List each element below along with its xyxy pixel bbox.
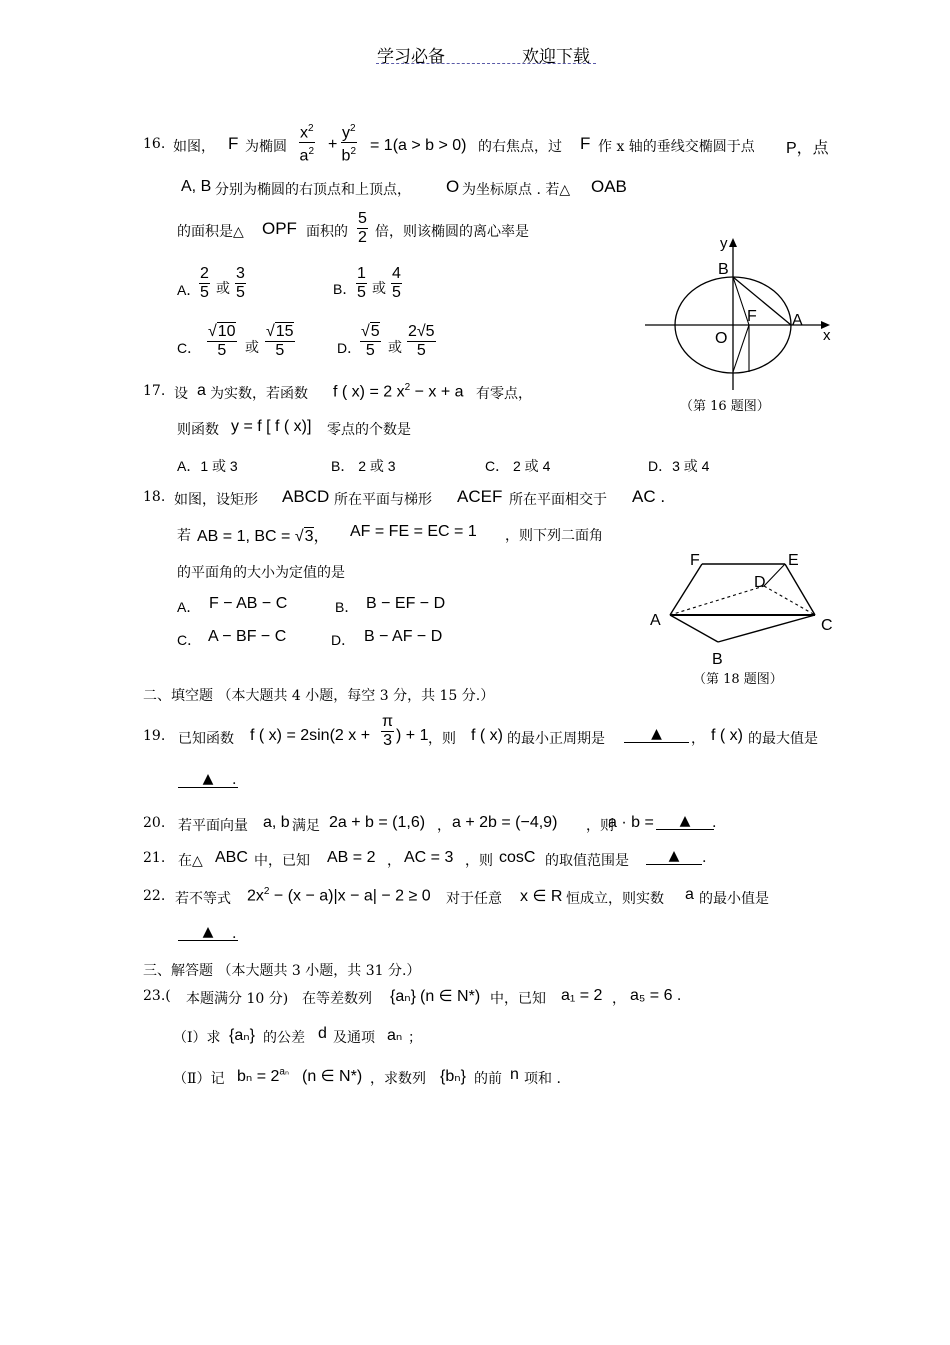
q21-text: 中，已知 (254, 853, 310, 869)
q23-part1-d: d (318, 1025, 327, 1042)
q19-text: 的最小正周期是 (507, 731, 605, 747)
q16-frac: $\frac{4}{5}$ (392, 265, 401, 301)
q18-text: 所在平面相交于 (509, 492, 607, 508)
q18-option-a: A． (177, 599, 201, 615)
q18-line2: 若 (177, 528, 191, 544)
q23-part1: 的公差 (263, 1030, 305, 1046)
q16-number: 16. (143, 136, 166, 152)
q21-cosc: cosC (499, 849, 536, 866)
q16-frac-5-2: $\frac{5}{2}$ (358, 210, 367, 246)
fig18-label-d: D (754, 574, 766, 591)
q16-or: 或 (216, 281, 230, 297)
fig18-label-b: B (712, 651, 723, 668)
header-underline (376, 63, 596, 64)
q18-line2-eq2: AF = FE = EC = 1 (350, 523, 477, 540)
fig16-label-b: B (718, 261, 729, 278)
q19-frac-pi-3: $\frac{\pi}{3}$ (382, 713, 394, 749)
q16-text: 为椭圆 (245, 139, 287, 155)
q22-blank[interactable]: ▲ (178, 924, 238, 941)
q16-option-c: C． (177, 340, 202, 356)
q16-text: 如图， (173, 139, 215, 155)
q23-part2-cond: (n ∈ N*) (302, 1068, 363, 1085)
q16-line3: 面积的 (306, 224, 348, 240)
q18-abcd: ABCD (282, 487, 330, 506)
q21-text: ，则 (465, 853, 493, 869)
q17-number: 17. (143, 383, 166, 399)
q16-line2: 为坐标原点 . 若△ (462, 182, 571, 198)
q16-option-a: A． (177, 282, 201, 298)
q18-acef: ACEF (457, 487, 503, 506)
plus-sign: + (328, 136, 338, 153)
q23-text: 中，已知 (490, 991, 546, 1007)
q16-text: 作 x 轴的垂线交椭圆于点 (598, 139, 755, 155)
q21-ac: AC = 3 (404, 849, 454, 866)
q20-blank[interactable]: ▲ (656, 813, 714, 830)
q22-text: 的最小值是 (699, 891, 769, 907)
q19-blank-period[interactable]: ▲ (624, 726, 689, 743)
q19-blank-max[interactable]: ▲ (178, 771, 238, 788)
header-right: 欢迎下载 (522, 47, 590, 67)
q16-eq-rest: = 1(a > b > 0) (370, 137, 467, 154)
q16-line3: OPF (262, 219, 297, 238)
q22-number: 22. (143, 888, 166, 904)
q19-text: 的最大值是 (748, 731, 818, 747)
q17-option-b: B． 2 或 3 (331, 458, 396, 474)
q19-fx: f ( x) (711, 727, 743, 744)
q21-blank[interactable]: ▲ (646, 848, 702, 865)
q23-a1: a₁ = 2 (561, 987, 603, 1004)
q23-a5: a₅ = 6 . (630, 987, 682, 1004)
fig18-label-c: C (821, 617, 833, 634)
q16-text: 的右焦点，过 (478, 139, 562, 155)
q19-text: ， (691, 731, 705, 747)
q20-eq2: a + 2b = (−4,9) (452, 814, 558, 831)
q17-line2-func: y = f [ f ( x)] (231, 418, 312, 435)
q21-number: 21. (143, 850, 166, 866)
q23-text: 本题满分 10 分) (186, 991, 289, 1007)
q18-option-d-exp: B − AF − D (364, 628, 443, 645)
q16-frac-x: $\frac{x^2}{a^2}$ (299, 120, 315, 166)
fig18-label-f: F (690, 552, 700, 569)
q23-seq: {aₙ} (390, 988, 416, 1005)
q21-text: ， (387, 853, 401, 869)
q18-number: 18. (143, 489, 166, 505)
q23-part2-seq: {bₙ} (440, 1068, 466, 1085)
section-3-heading: 三、解答题 （本大题共 3 小题，共 31 分.） (143, 963, 421, 979)
header-left: 学习必备 (377, 47, 445, 67)
q18-option-b-exp: B − EF − D (366, 595, 446, 612)
q21-text: 在△ (178, 853, 203, 869)
q18-option-c-exp: A − BF − C (208, 628, 287, 645)
q23-part2: ，求数列 (370, 1071, 426, 1087)
q22-dot: . (232, 926, 237, 942)
q18-line3: 的平面角的大小为定值的是 (177, 565, 345, 581)
q17-line2: 则函数 (177, 422, 219, 438)
section-2-heading: 二、填空题 （本大题共 4 小题，每空 3 分，共 15 分.） (143, 688, 495, 704)
q19-number: 19. (143, 728, 166, 744)
q16-frac: $\frac{1}{5}$ (357, 265, 366, 301)
q22-text: 恒成立，则实数 (566, 891, 664, 907)
q23-cond: (n ∈ N*) (420, 988, 481, 1005)
q18-option-c: C． (177, 632, 202, 648)
q19-dot: . (232, 772, 237, 788)
q17-var-a: a (197, 382, 206, 399)
q16-frac: $\frac{√5}{5}$ (361, 323, 380, 359)
q23-text: ， (612, 991, 626, 1007)
q16-or: 或 (245, 340, 259, 356)
q23-part1: （Ⅰ）求 (173, 1030, 221, 1046)
q22-x: x ∈ R (520, 888, 563, 905)
q20-text: 满足 (292, 818, 320, 834)
q18-text: 如图，设矩形 (174, 492, 258, 508)
q18-option-a-exp: F − AB − C (209, 595, 288, 612)
q23-part2-n: n (510, 1066, 519, 1083)
q16-line3: 的面积是△ (177, 224, 244, 240)
q23-text: 在等差数列 (302, 991, 372, 1007)
q16-line2: OAB (591, 177, 627, 196)
figure-16-caption: （第 16 题图） (680, 399, 770, 414)
q16-frac: $\frac{√10}{5}$ (208, 323, 236, 359)
fig16-label-x: x (823, 327, 831, 344)
q22-inequality: $2x^2 - (x - a)|x - a| - 2 \ge 0$ (247, 886, 431, 905)
q16-line3: 倍，则该椭圆的离心率是 (375, 224, 529, 240)
q20-text: ， (437, 818, 451, 834)
q18-ac: AC . (632, 487, 666, 506)
q20-number: 20. (143, 815, 166, 831)
q21-ab: AB = 2 (327, 849, 376, 866)
q16-line2: A, B (181, 178, 212, 195)
q23-number: 23.( (143, 988, 171, 1004)
q22-text: 对于任意 (446, 891, 502, 907)
q16-frac: $\frac{3}{5}$ (236, 265, 245, 301)
q16-option-b: B． (333, 281, 357, 297)
q17-option-a: A．1 或 3 (177, 458, 238, 474)
fig16-label-o: O (715, 330, 728, 347)
q23-part2: 项和 . (524, 1071, 561, 1087)
fig16-label-a: A (792, 312, 803, 329)
fig16-label-y: y (720, 235, 728, 252)
q19-text: 已知函数 (178, 731, 234, 747)
q17-text: 有零点， (476, 386, 532, 402)
q17-text: 设 (174, 386, 188, 402)
q20-dot: . (712, 815, 717, 831)
fig18-label-a: A (650, 612, 661, 629)
q23-part2-bn: $b_n = 2^{a_n}$ (237, 1066, 289, 1085)
q16-var-f: F (580, 134, 591, 153)
q17-option-c: C． 2 或 4 (485, 458, 551, 474)
q23-part2: 的前 (474, 1071, 502, 1087)
q18-line2-eq: AB = 1, BC = √3， (197, 528, 330, 545)
q23-part2: （Ⅱ）记 (173, 1071, 225, 1087)
q16-line2: 分别为椭圆的右顶点和上顶点， (215, 182, 411, 198)
q17-text: 为实数，若函数 (210, 386, 308, 402)
q18-option-d: D． (331, 632, 356, 648)
figure-18-solid (640, 545, 845, 670)
q18-text: 所在平面与梯形 (334, 492, 432, 508)
q16-or: 或 (388, 340, 402, 356)
q18-option-b: B． (335, 599, 359, 615)
q20-text: ，则 (586, 818, 614, 834)
q23-part1: 及通项 (333, 1030, 375, 1046)
q19-func-tail: ) + 1 (396, 727, 429, 744)
q17-option-d: D．3 或 4 (648, 458, 710, 474)
q21-text: 的取值范围是 (545, 853, 629, 869)
q17-line2: 零点的个数是 (327, 422, 411, 438)
q16-frac: $\frac{2}{5}$ (200, 265, 209, 301)
q16-frac: $\frac{2√5}{5}$ (408, 323, 435, 359)
q23-part1: ； (408, 1030, 422, 1046)
q21-abc: ABC (215, 849, 248, 866)
q20-text: 若平面向量 (178, 818, 248, 834)
q20-vectors: a, b (263, 814, 290, 831)
q16-option-d: D． (337, 340, 362, 356)
q19-fx: f ( x) (471, 727, 503, 744)
q20-eq3: a · b = (608, 814, 654, 831)
q16-or: 或 (372, 281, 386, 297)
q16-frac-y: $\frac{y^2}{b^2}$ (341, 120, 357, 166)
q22-text: 若不等式 (175, 891, 231, 907)
q16-point-p: P，点 (786, 140, 829, 157)
q23-part1-an: aₙ (387, 1027, 403, 1044)
q17-func: f ( x) = 2 $x^2 - x + a$ (333, 382, 464, 401)
q22-a: a (685, 886, 694, 903)
q21-dot: . (702, 850, 707, 866)
q19-text: ，则 (428, 731, 456, 747)
q16-frac: $\frac{√15}{5}$ (266, 323, 294, 359)
q19-func: f ( x) = 2sin(2 x + (250, 727, 371, 744)
figure-16-ellipse (640, 232, 840, 392)
q16-var-f: F (228, 134, 239, 153)
q23-part1-seq: {aₙ} (229, 1027, 255, 1044)
figure-18-caption: （第 18 题图） (693, 672, 783, 687)
q16-line2: O (446, 177, 460, 196)
fig16-label-f: F (747, 308, 757, 325)
q20-eq1: 2a + b = (1,6) (329, 814, 426, 831)
fig18-label-e: E (788, 552, 799, 569)
q18-line2: ，则下列二面角 (505, 528, 603, 544)
